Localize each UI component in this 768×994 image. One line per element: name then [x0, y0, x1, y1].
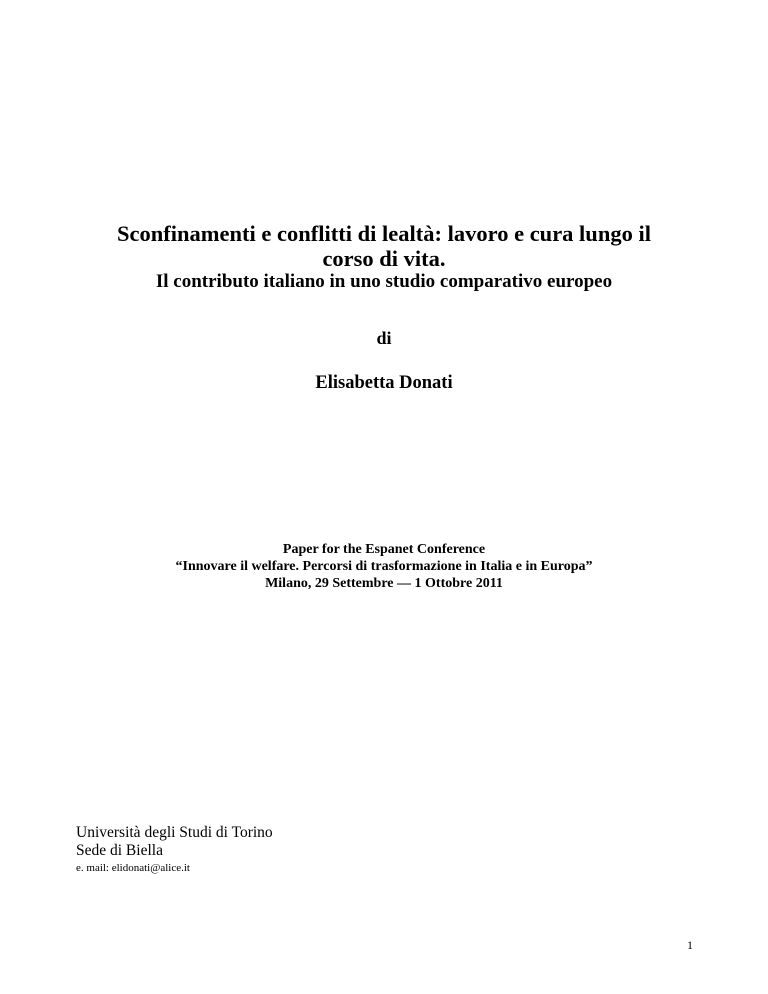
conference-info — [0, 541, 768, 592]
paper-subtitle: Il contributo italiano in uno studio comparativo europeo — [155, 271, 613, 292]
conference-line-2: “Innovare il welfare. Percorsi di trasformazione in Italia e in Europa” — [175, 559, 593, 574]
affiliation-line-1: Università degli Studi di Torino — [76, 824, 273, 841]
conference-line-1: Paper for the Espanet Conference — [282, 542, 486, 557]
page-number: 1 — [687, 938, 693, 952]
paper-title-line-1: Sconfinamenti e conflitti di lealtà: lavoro e cura lungo il — [117, 221, 651, 246]
by-label: di — [376, 328, 392, 348]
affiliation-line-2: Sede di Biella — [76, 842, 163, 859]
conference-line-3: Milano, 29 Settembre — 1 Ottobre 2011 — [265, 576, 503, 591]
paper-title-line-2: corso di vita. — [322, 246, 446, 271]
contact-email: e. mail: elidonati@alice.it — [76, 862, 190, 874]
author-name: Elisabetta Donati — [315, 373, 453, 393]
paper-title — [0, 221, 768, 271]
affiliation — [76, 824, 273, 860]
